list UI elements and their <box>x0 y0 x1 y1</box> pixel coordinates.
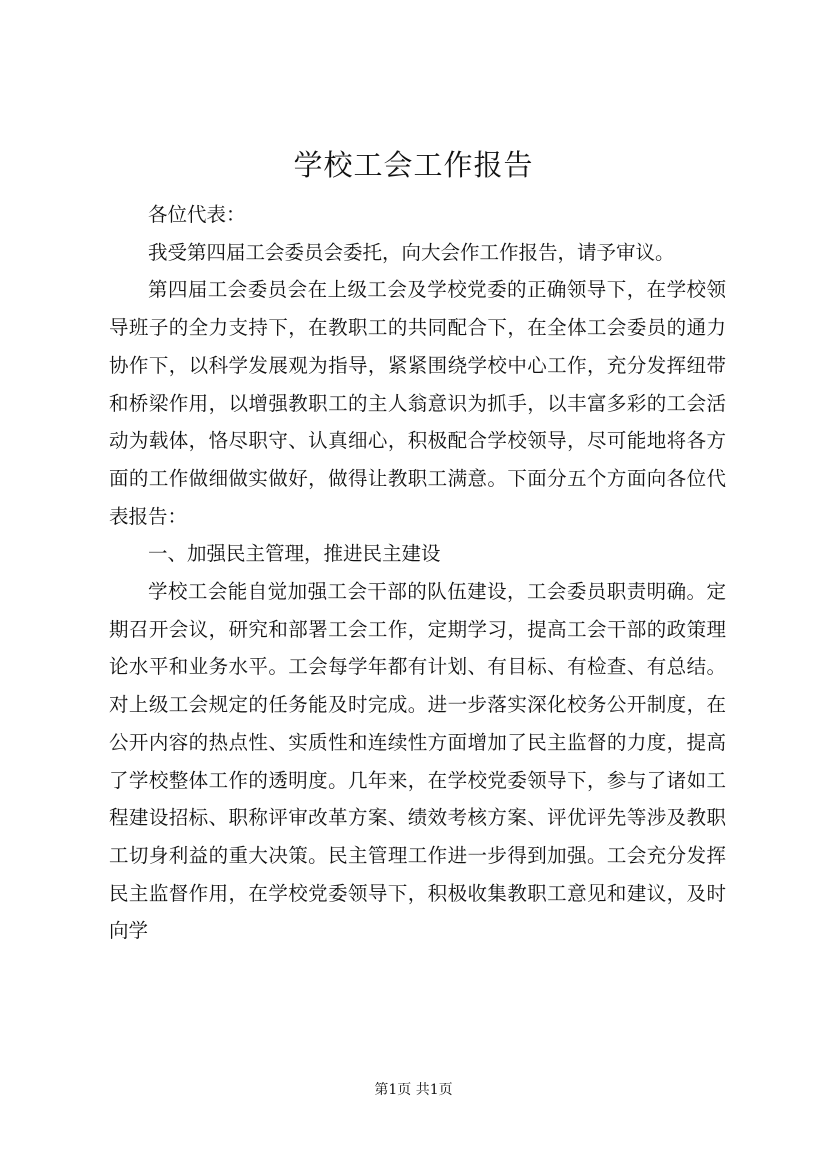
document-title: 学校工会工作报告 <box>293 148 534 182</box>
paragraph-overview: 第四届工会委员会在上级工会及学校党委的正确领导下，在学校领导班子的全力支持下，在教职工的共同配合下，在全体工会委员的通力协作下，以科学发展观为指导，紧紧围绕学校中心工作，充分发挥纽带和桥梁作用，以增强教职工的主人翁意识为抓手，以丰富多彩的工会活动为载体，恪尽职守、认真细心，积极配合学校领导，尽可能地将各方面的工作做细做实做好，做得让教职工满意。下面分五个方面向各位代表报告： <box>109 278 726 528</box>
paragraph-intro: 我受第四届工会委员会委托，向大会作工作报告，请予审议。 <box>148 240 675 264</box>
page-number-label: 第1页 共1页 <box>374 1082 453 1098</box>
section-heading: 一、加强民主管理，推进民主建设 <box>148 542 441 566</box>
paragraph-section-1: 学校工会能自觉加强工会干部的队伍建设，工会委员职责明确。定期召开会议，研究和部署工会工作，定期学习，提高工会干部的政策理论水平和业务水平。工会每学年都有计划、有目标、有检查、有总结。对上级工会规定的任务能及时完成。进一步落实深化校务公开制度，在公开内容的热点性、实质性和连续性方面增加了民主监督的力度，提高了学校整体工作的透明度。几年来，在学校党委领导下，参与了诸如工程建设招标、职称评审改革方案、绩效考核方案、评优评先等涉及教职工切身利益的重大决策。民主管理工作进一步得到加强。工会充分发挥民主监督作用，在学校党委领导下，积极收集教职工意见和建议，及时向学 <box>109 580 726 943</box>
document-body <box>109 196 726 950</box>
page-footer <box>0 1080 827 1100</box>
salutation: 各位代表： <box>148 203 246 226</box>
